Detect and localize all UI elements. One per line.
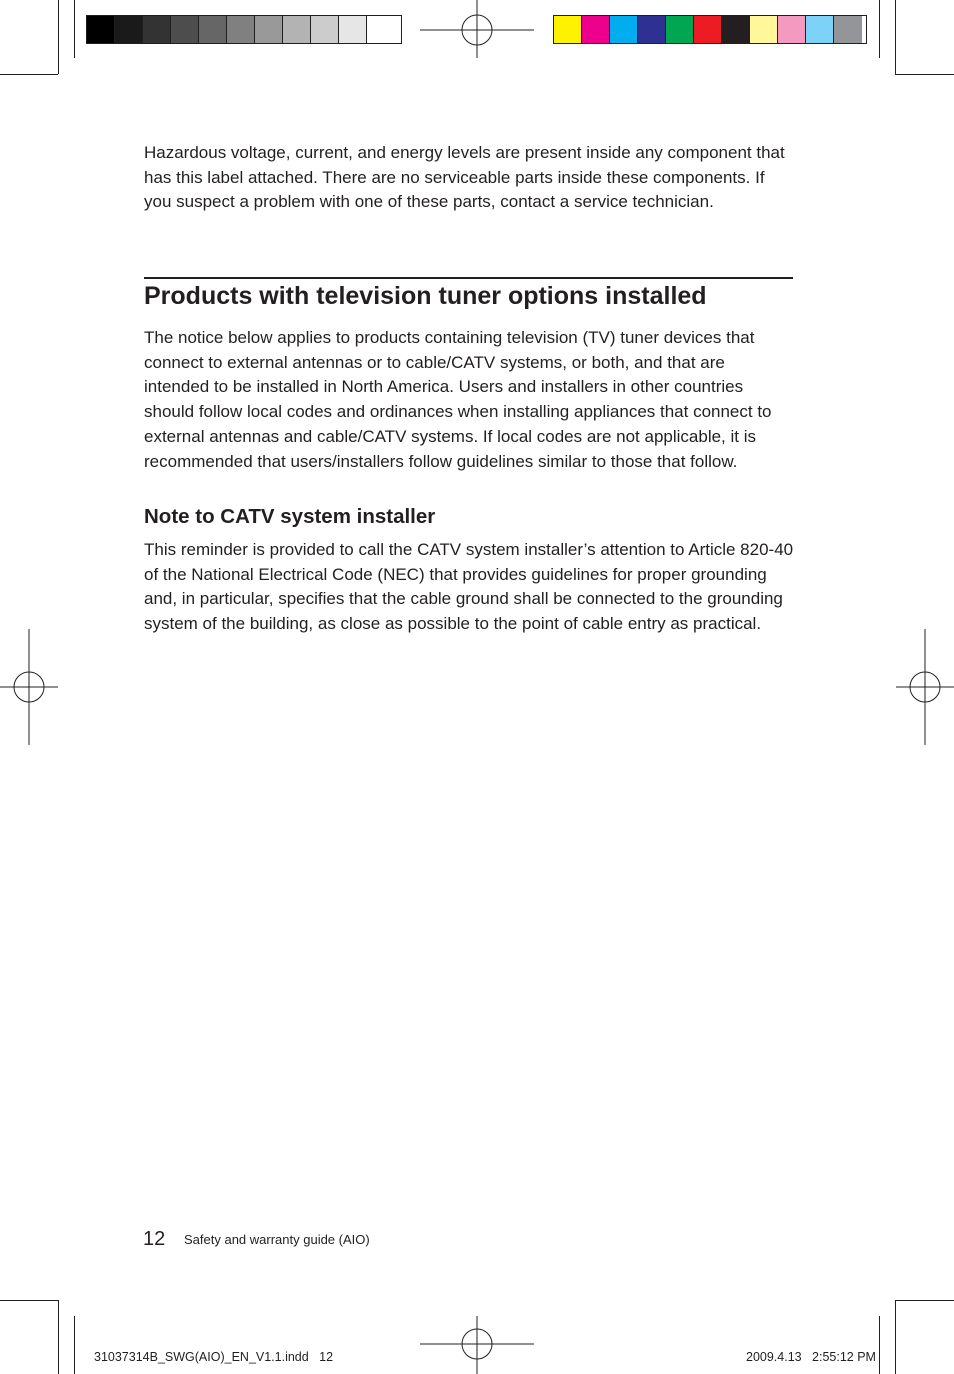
crop-mark: [879, 0, 880, 58]
grayscale-color-bar: [86, 15, 402, 44]
color-swatch: [834, 16, 862, 43]
color-swatch: [171, 16, 199, 43]
color-swatch: [610, 16, 638, 43]
crop-mark: [895, 0, 896, 74]
color-swatch: [778, 16, 806, 43]
section-divider: [144, 277, 793, 279]
crop-mark: [0, 74, 58, 75]
color-swatch: [750, 16, 778, 43]
crop-mark: [0, 1300, 58, 1301]
guide-title: Safety and warranty guide (AIO): [184, 1232, 370, 1247]
slug-date-time: 2009.4.13 2:55:12 PM: [746, 1350, 876, 1364]
section-heading: Products with television tuner options installed: [144, 282, 707, 310]
color-swatch: [255, 16, 283, 43]
color-swatch: [283, 16, 311, 43]
crop-mark: [895, 74, 954, 75]
section-paragraph: The notice below applies to products containing television (TV) tuner devices that connect to external antennas or to cable/CATV systems, or both, and that are intended to be installed in North America. Users and installers in other countries should follow local codes and ordinances when installing appliances that connect to external antennas and cable/CATV systems. If local codes are not applicable, it is recommended that users/installers follow guidelines similar to those that follow.: [144, 328, 772, 471]
color-swatch: [666, 16, 694, 43]
color-swatch: [638, 16, 666, 43]
registration-mark-right: [896, 629, 954, 745]
color-swatch: [227, 16, 255, 43]
crop-mark: [58, 0, 59, 74]
registration-mark-top: [420, 0, 534, 60]
sub-paragraph: This reminder is provided to call the CATV system installer’s attention to Article 820-40 of the National Electrical Code (NEC) that provides guidelines for proper grounding and, in particular, specifies that the cable ground shall be connected to the grounding system of the building, as close as possible to the point of cable entry as practical.: [144, 540, 794, 634]
registration-mark-bottom: [420, 1314, 534, 1374]
crop-mark: [74, 1316, 75, 1374]
color-swatch: [199, 16, 227, 43]
color-swatch: [367, 16, 395, 43]
crop-mark: [879, 1316, 880, 1374]
crop-mark: [74, 0, 75, 58]
color-swatch: [87, 16, 115, 43]
sub-heading: Note to CATV system installer: [144, 505, 436, 528]
color-swatch: [582, 16, 610, 43]
color-swatch: [722, 16, 750, 43]
page-number: 12: [143, 1228, 166, 1250]
intro-paragraph: Hazardous voltage, current, and energy levels are present inside any component that has this label attached. There are no serviceable parts inside these components. If you suspect a problem with one of these parts, contact a service technician.: [144, 143, 785, 212]
crop-mark: [895, 1300, 954, 1301]
process-color-bar: [553, 15, 867, 44]
color-swatch: [143, 16, 171, 43]
color-swatch: [311, 16, 339, 43]
color-swatch: [115, 16, 143, 43]
slug-file-info: 31037314B_SWG(AIO)_EN_V1.1.indd 12: [94, 1350, 334, 1364]
color-swatch: [694, 16, 722, 43]
registration-mark-left: [0, 629, 58, 745]
color-swatch: [554, 16, 582, 43]
color-swatch: [339, 16, 367, 43]
crop-mark: [895, 1300, 896, 1374]
color-swatch: [806, 16, 834, 43]
crop-mark: [58, 1300, 59, 1374]
